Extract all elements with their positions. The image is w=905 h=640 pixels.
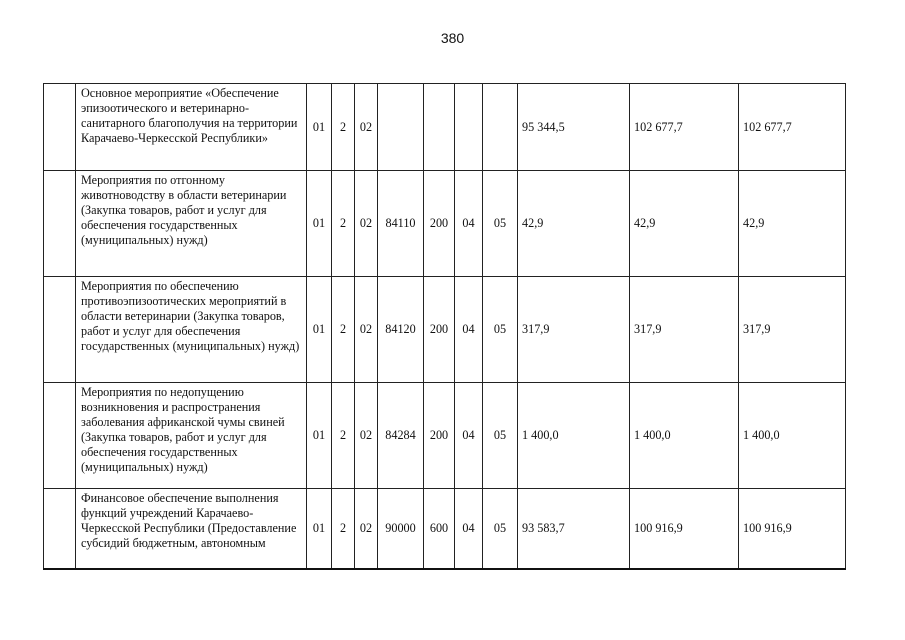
amount-cell: 1 400,0	[739, 383, 846, 489]
row-index-cell	[44, 277, 76, 383]
table-row	[44, 171, 846, 277]
table-row	[44, 277, 846, 383]
amount-cell: 317,9	[739, 277, 846, 383]
amount-cell: 95 344,5	[518, 84, 630, 171]
code-cell: 01	[307, 171, 332, 277]
code-cell: 04	[455, 383, 483, 489]
code-cell: 01	[307, 383, 332, 489]
code-cell: 05	[483, 489, 518, 569]
amount-cell: 42,9	[739, 171, 846, 277]
table-row	[44, 383, 846, 489]
amount-cell: 317,9	[518, 277, 630, 383]
amount-cell: 93 583,7	[518, 489, 630, 569]
code-cell: 84110	[378, 171, 424, 277]
table-row	[44, 84, 846, 171]
code-cell: 90000	[378, 489, 424, 569]
code-cell: 200	[424, 383, 455, 489]
code-cell: 2	[332, 277, 355, 383]
code-cell: 84120	[378, 277, 424, 383]
amount-cell: 42,9	[518, 171, 630, 277]
code-cell	[455, 84, 483, 171]
amount-cell: 102 677,7	[739, 84, 846, 171]
code-cell: 2	[332, 171, 355, 277]
description-cell: Основное мероприятие «Обеспечение эпизоотического и ветеринарно-санитарного благополучия на территории Карачаево-Черкесской Республики»	[76, 84, 307, 171]
description-cell: Мероприятия по обеспечению противоэпизоотических мероприятий в области ветеринарии (Закупка товаров, работ и услуг для обеспечения государственных (муниципальных) нужд)	[76, 277, 307, 383]
row-index-cell	[44, 383, 76, 489]
code-cell: 200	[424, 171, 455, 277]
amount-cell: 100 916,9	[739, 489, 846, 569]
amount-cell: 317,9	[630, 277, 739, 383]
code-cell: 02	[355, 171, 378, 277]
code-cell: 01	[307, 277, 332, 383]
code-cell: 2	[332, 489, 355, 569]
amount-cell: 102 677,7	[630, 84, 739, 171]
code-cell	[378, 84, 424, 171]
page-number: 380	[440, 30, 465, 46]
code-cell: 600	[424, 489, 455, 569]
code-cell: 04	[455, 277, 483, 383]
row-index-cell	[44, 84, 76, 171]
code-cell: 2	[332, 383, 355, 489]
code-cell: 01	[307, 489, 332, 569]
description-cell: Мероприятия по отгонному животноводству в области ветеринарии (Закупка товаров, работ и услуг для обеспечения государственных (муниципальных) нужд)	[76, 171, 307, 277]
code-cell: 84284	[378, 383, 424, 489]
code-cell: 2	[332, 84, 355, 171]
code-cell: 02	[355, 489, 378, 569]
code-cell: 02	[355, 84, 378, 171]
amount-cell: 42,9	[630, 171, 739, 277]
code-cell: 05	[483, 383, 518, 489]
code-cell: 02	[355, 383, 378, 489]
amount-cell: 1 400,0	[630, 383, 739, 489]
code-cell: 05	[483, 277, 518, 383]
code-cell	[483, 84, 518, 171]
row-index-cell	[44, 171, 76, 277]
amount-cell: 100 916,9	[630, 489, 739, 569]
row-index-cell	[44, 489, 76, 569]
code-cell: 04	[455, 171, 483, 277]
code-cell: 02	[355, 277, 378, 383]
table-row	[44, 489, 846, 569]
code-cell	[424, 84, 455, 171]
description-cell: Финансовое обеспечение выполнения функций учреждений Карачаево-Черкесской Республики (Предоставление субсидий бюджетным, автономным	[76, 489, 307, 569]
amount-cell: 1 400,0	[518, 383, 630, 489]
code-cell: 01	[307, 84, 332, 171]
code-cell: 04	[455, 489, 483, 569]
code-cell: 200	[424, 277, 455, 383]
budget-table	[43, 83, 846, 570]
description-cell: Мероприятия по недопущению возникновения и распространения заболевания африканской чумы свиней (Закупка товаров, работ и услуг для обеспечения государственных (муниципальных) нужд)	[76, 383, 307, 489]
code-cell: 05	[483, 171, 518, 277]
